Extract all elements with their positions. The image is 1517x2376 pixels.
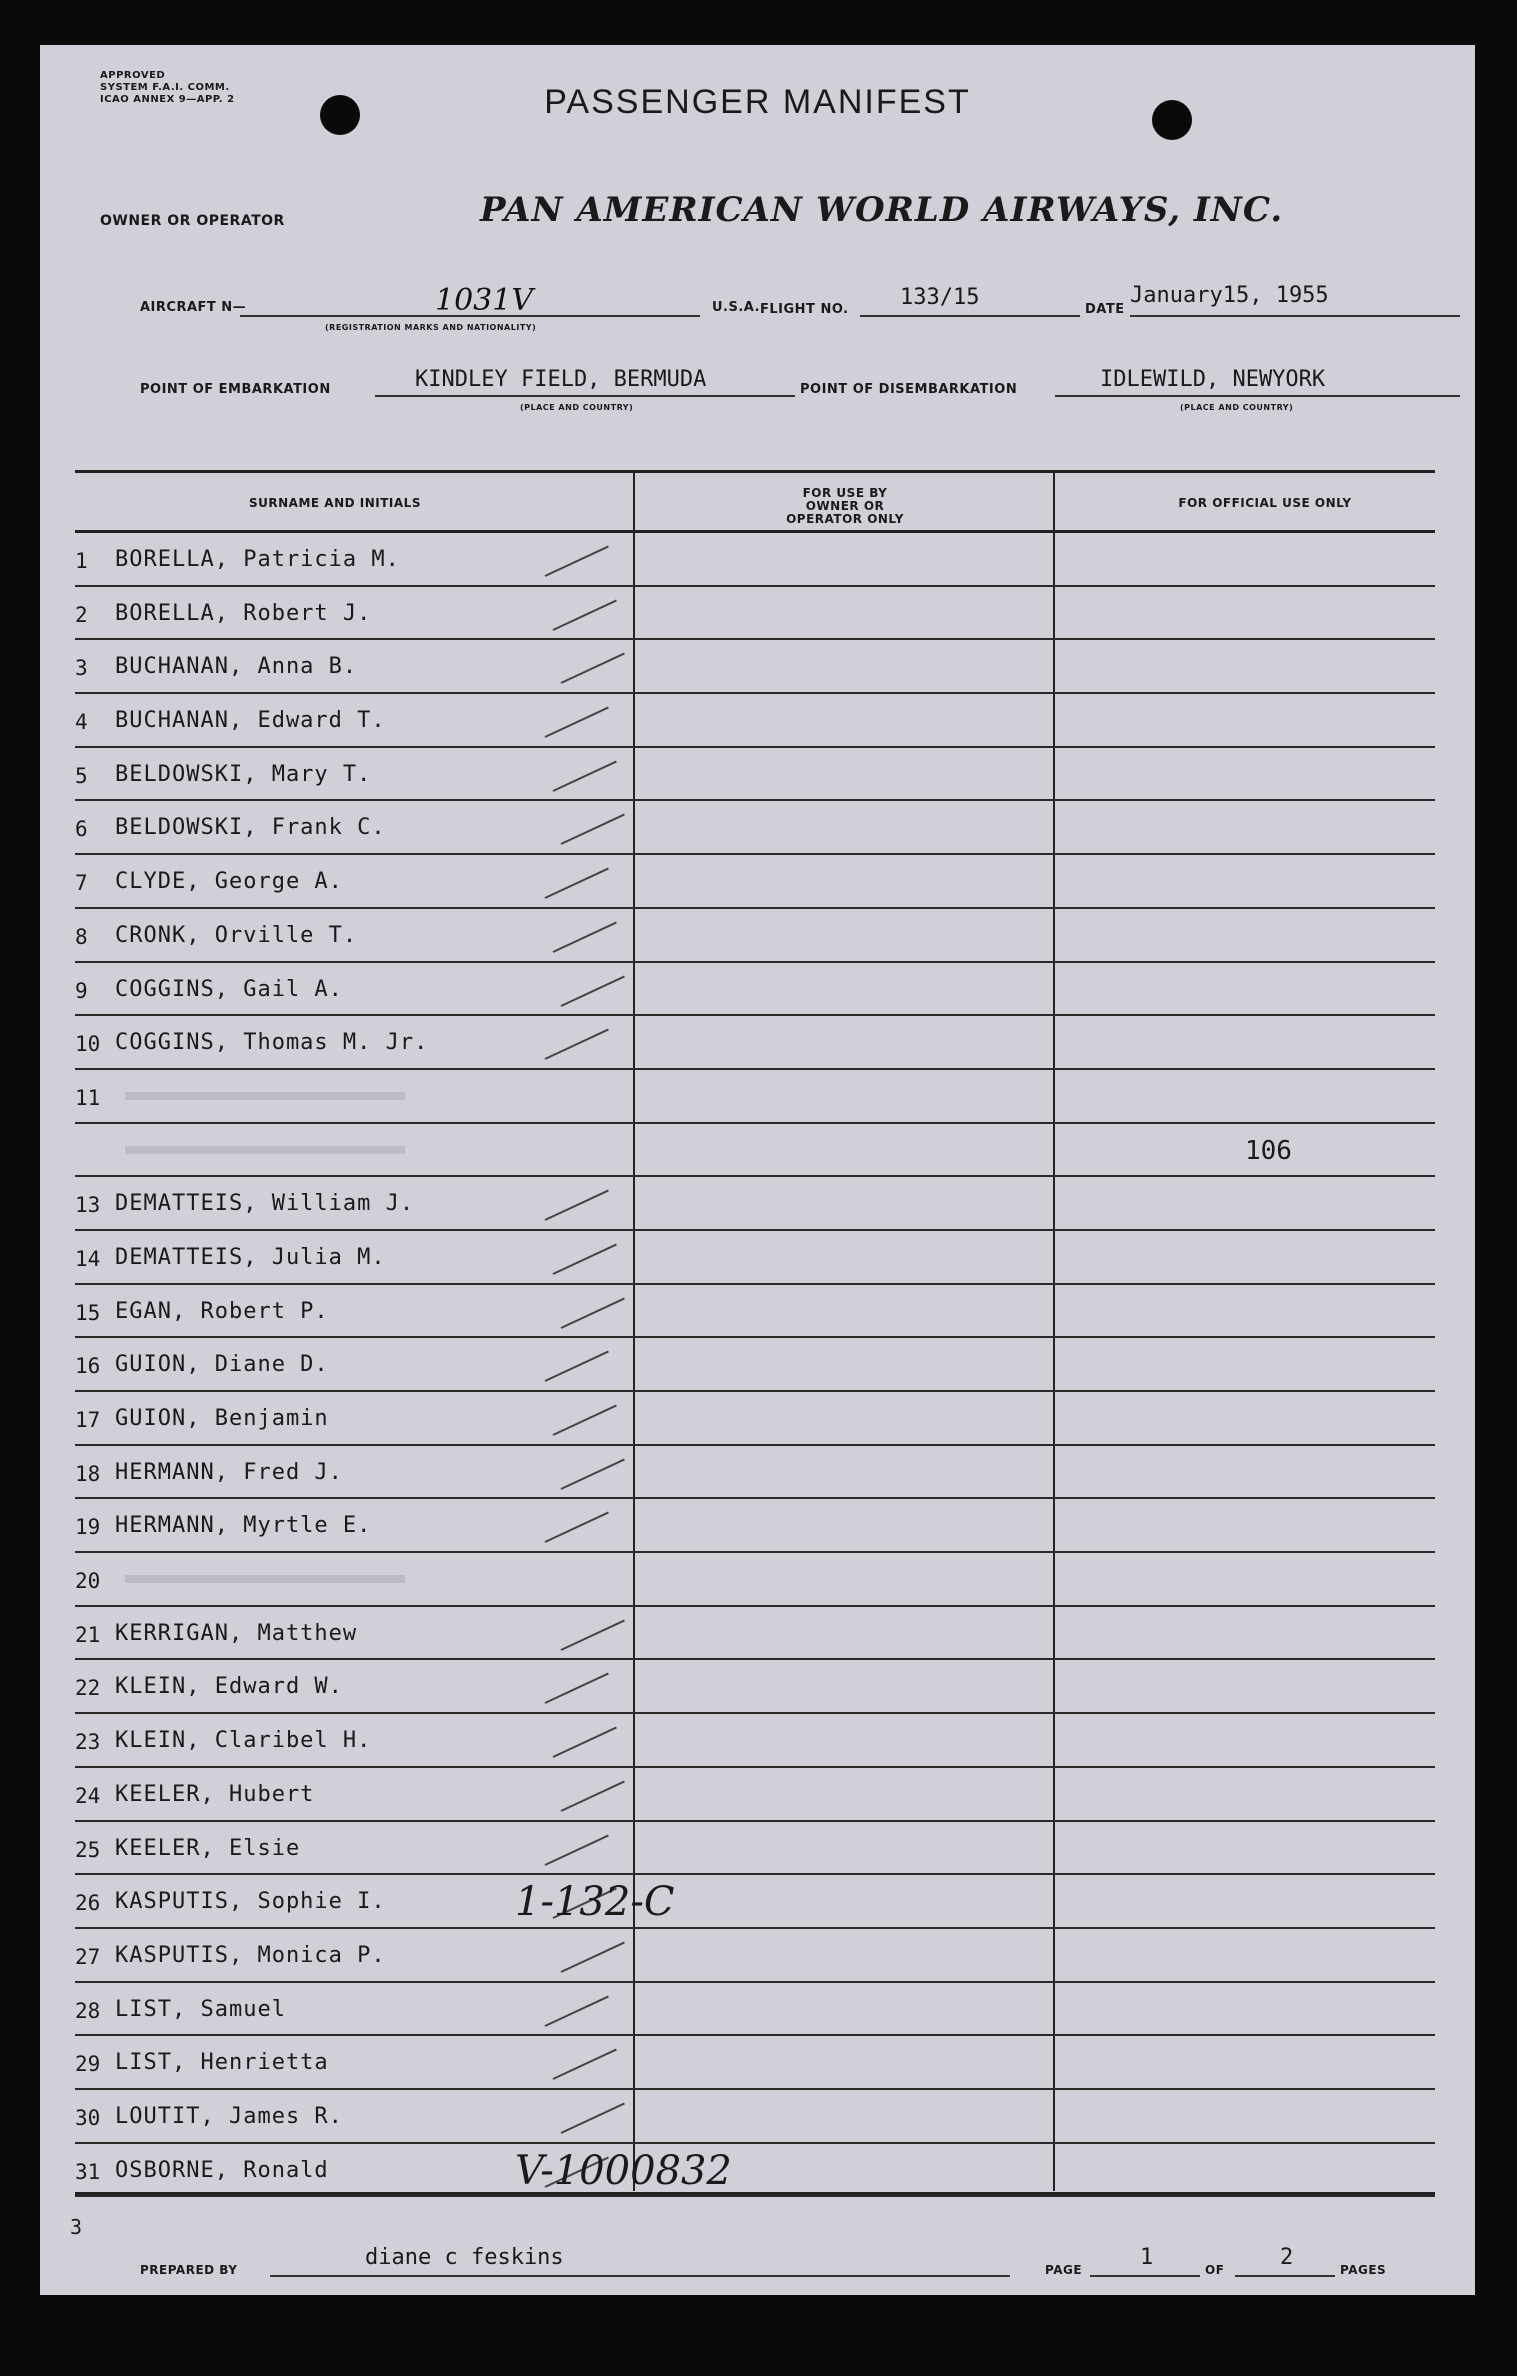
check-mark-icon xyxy=(545,707,609,738)
table-row xyxy=(75,640,1435,694)
check-mark-icon xyxy=(561,975,625,1006)
table-row xyxy=(75,801,1435,855)
approval-line: APPROVED xyxy=(100,70,166,81)
row-number: 28 xyxy=(75,1998,101,2023)
table-row xyxy=(75,748,1435,802)
page-underline xyxy=(1090,2275,1200,2277)
table-row xyxy=(75,855,1435,909)
aircraft-value: 1031V xyxy=(435,283,534,318)
disembarkation-label: POINT OF DISEMBARKATION xyxy=(800,382,1018,397)
passenger-name: DEMATTEIS, Julia M. xyxy=(115,1244,386,1270)
row-number: 25 xyxy=(75,1837,101,1862)
passenger-name: KASPUTIS, Sophie I. xyxy=(115,1889,386,1915)
handwritten-note: V-1000832 xyxy=(515,2147,732,2194)
embarkation-label: POINT OF EMBARKATION xyxy=(140,382,331,397)
row-number: 9 xyxy=(75,978,88,1003)
column-header-owner: FOR USE BY OWNER OR OPERATOR ONLY xyxy=(786,486,904,526)
passenger-name: BORELLA, Robert J. xyxy=(115,600,372,626)
table-row xyxy=(75,1607,1435,1661)
approval-line: ICAO ANNEX 9—APP. 2 xyxy=(100,94,235,105)
passenger-rows xyxy=(75,533,1435,2197)
check-mark-icon xyxy=(553,2049,617,2080)
table-row xyxy=(75,1392,1435,1446)
date-label: DATE xyxy=(1085,302,1125,317)
row-number: 6 xyxy=(75,817,88,842)
flight-value: 133/15 xyxy=(900,285,980,310)
check-mark-icon xyxy=(545,1351,609,1382)
check-mark-icon xyxy=(553,1405,617,1436)
passenger-name: KLEIN, Edward W. xyxy=(115,1674,343,1700)
check-mark-icon xyxy=(553,1727,617,1758)
operator-name: PAN AMERICAN WORLD AIRWAYS, INC. xyxy=(480,190,1284,230)
table-row xyxy=(75,1875,1435,1929)
table-row xyxy=(75,1499,1435,1553)
check-mark-icon xyxy=(545,868,609,899)
disembarkation-sublabel: (PLACE AND COUNTRY) xyxy=(1180,403,1294,412)
table-row xyxy=(75,1929,1435,1983)
page-label: PAGE xyxy=(1045,2263,1083,2277)
check-mark-icon xyxy=(561,814,625,845)
table-row xyxy=(75,963,1435,1017)
table-row xyxy=(75,1124,1435,1178)
passenger-name: OSBORNE, Ronald xyxy=(115,2157,329,2183)
check-mark-icon xyxy=(545,1995,609,2026)
pages-value: 2 xyxy=(1280,2245,1294,2270)
table-row xyxy=(75,1231,1435,1285)
table-row xyxy=(75,1338,1435,1392)
check-mark-icon xyxy=(561,1619,625,1650)
table-row xyxy=(75,1070,1435,1124)
table-row xyxy=(75,2036,1435,2090)
passenger-name: CLYDE, George A. xyxy=(115,869,343,895)
passenger-name: GUION, Benjamin xyxy=(115,1406,329,1431)
usa-label: U.S.A. xyxy=(712,300,761,315)
redaction-smudge xyxy=(125,1146,405,1154)
pages-label: PAGES xyxy=(1340,2263,1387,2277)
table-row xyxy=(75,1822,1435,1876)
passenger-name: KLEIN, Claribel H. xyxy=(115,1728,372,1754)
check-mark-icon xyxy=(561,653,625,684)
table-row xyxy=(75,1768,1435,1822)
row-number: 8 xyxy=(75,924,88,949)
manifest-sheet xyxy=(40,45,1475,2295)
passenger-name: LIST, Samuel xyxy=(115,1996,286,2022)
prepared-by-value: diane c feskins xyxy=(365,2245,564,2270)
disembarkation-value: IDLEWILD, NEWYORK xyxy=(1100,367,1326,392)
table-row xyxy=(75,2090,1435,2144)
passenger-name: BORELLA, Patricia M. xyxy=(115,547,400,572)
passenger-name: COGGINS, Gail A. xyxy=(115,976,343,1002)
passenger-name: KEELER, Elsie xyxy=(115,1835,301,1861)
table-row xyxy=(75,1660,1435,1714)
table-row xyxy=(75,1446,1435,1500)
passenger-name: COGGINS, Thomas M. Jr. xyxy=(115,1030,429,1056)
handwritten-note: 1-132-C xyxy=(515,1879,675,1926)
passenger-name: KEELER, Hubert xyxy=(115,1781,315,1807)
table-row xyxy=(75,2144,1435,2198)
check-mark-icon xyxy=(553,599,617,630)
table-row xyxy=(75,1983,1435,2037)
column-header-official: FOR OFFICIAL USE ONLY xyxy=(1178,496,1352,510)
check-mark-icon xyxy=(561,1780,625,1811)
flight-label: FLIGHT NO. xyxy=(760,302,849,317)
date-underline xyxy=(1130,315,1460,317)
row-number: 13 xyxy=(75,1193,101,1218)
passenger-name: LIST, Henrietta xyxy=(115,2050,329,2076)
row-number: 16 xyxy=(75,1354,101,1379)
table-header xyxy=(75,475,1435,533)
check-mark-icon xyxy=(545,1673,609,1704)
passenger-name: KASPUTIS, Monica P. xyxy=(115,1942,386,1968)
table-row xyxy=(75,909,1435,963)
passenger-name: BELDOWSKI, Mary T. xyxy=(115,761,372,787)
row-number: 29 xyxy=(75,2052,101,2077)
row-number: 22 xyxy=(75,1676,101,1701)
row-number: 17 xyxy=(75,1408,101,1432)
passenger-name: GUION, Diane D. xyxy=(115,1352,329,1378)
passenger-name: BUCHANAN, Edward T. xyxy=(115,708,386,734)
flight-underline xyxy=(860,315,1080,317)
redaction-smudge xyxy=(125,1092,405,1100)
owner-label: OWNER OR OPERATOR xyxy=(100,213,285,229)
check-mark-icon xyxy=(553,921,617,952)
passenger-name: CRONK, Orville T. xyxy=(115,922,358,948)
check-mark-icon xyxy=(561,2102,625,2133)
row-number: 18 xyxy=(75,1461,101,1486)
passenger-name: BUCHANAN, Anna B. xyxy=(115,654,358,680)
passenger-count: 3 xyxy=(70,2215,83,2239)
row-number: 27 xyxy=(75,1944,101,1969)
table-row xyxy=(75,1177,1435,1231)
aircraft-label: AIRCRAFT N— xyxy=(140,300,247,315)
check-mark-icon xyxy=(553,760,617,791)
of-label: OF xyxy=(1205,2263,1225,2277)
disembarkation-underline xyxy=(1055,395,1460,397)
passenger-name: EGAN, Robert P. xyxy=(115,1298,329,1324)
passenger-table xyxy=(75,475,1435,2197)
row-number: 23 xyxy=(75,1730,101,1755)
header-rule xyxy=(75,470,1435,473)
approval-line: SYSTEM F.A.I. COMM. xyxy=(100,82,230,93)
page-title: PASSENGER MANIFEST xyxy=(544,83,971,121)
footer-rule xyxy=(75,2192,1435,2195)
row-number: 10 xyxy=(75,1032,101,1057)
row-number: 4 xyxy=(75,710,88,735)
table-row xyxy=(75,1285,1435,1339)
of-underline xyxy=(1235,2275,1335,2277)
table-row xyxy=(75,1016,1435,1070)
embarkation-value: KINDLEY FIELD, BERMUDA xyxy=(415,367,707,392)
row-number: 19 xyxy=(75,1515,101,1540)
check-mark-icon xyxy=(561,1941,625,1972)
passenger-name: HERMANN, Fred J. xyxy=(115,1459,343,1485)
check-mark-icon xyxy=(545,1029,609,1060)
passenger-name: KERRIGAN, Matthew xyxy=(115,1620,358,1646)
table-row xyxy=(75,694,1435,748)
row-number: 26 xyxy=(75,1891,101,1916)
row-number: 1 xyxy=(75,549,88,573)
table-row xyxy=(75,587,1435,641)
table-row xyxy=(75,1553,1435,1607)
date-value: January15, 1955 xyxy=(1130,283,1329,308)
check-mark-icon xyxy=(553,1243,617,1274)
page-value: 1 xyxy=(1140,2245,1154,2270)
check-mark-icon xyxy=(545,1512,609,1543)
official-use-value: 106 xyxy=(1245,1135,1292,1166)
passenger-name: DEMATTEIS, William J. xyxy=(115,1191,415,1217)
aircraft-sublabel: (REGISTRATION MARKS AND NATIONALITY) xyxy=(325,323,537,332)
row-number: 15 xyxy=(75,1300,101,1325)
prepared-by-label: PREPARED BY xyxy=(140,2263,238,2277)
row-number: 11 xyxy=(75,1085,101,1110)
row-number: 21 xyxy=(75,1622,101,1647)
check-mark-icon xyxy=(561,1297,625,1328)
table-row xyxy=(75,1714,1435,1768)
row-number: 3 xyxy=(75,656,88,681)
passenger-name: HERMANN, Myrtle E. xyxy=(115,1513,372,1539)
table-row xyxy=(75,533,1435,587)
row-number: 14 xyxy=(75,1246,101,1271)
prepared-by-underline xyxy=(270,2275,1010,2277)
embarkation-underline xyxy=(375,395,795,397)
row-number: 31 xyxy=(75,2159,101,2184)
row-number: 24 xyxy=(75,1783,101,1808)
column-header-surname: SURNAME AND INITIALS xyxy=(249,496,421,510)
redaction-smudge xyxy=(125,1575,405,1583)
check-mark-icon xyxy=(561,1458,625,1489)
check-mark-icon xyxy=(545,1190,609,1221)
row-number: 5 xyxy=(75,763,88,788)
row-number: 2 xyxy=(75,602,88,627)
check-mark-icon xyxy=(545,1834,609,1865)
passenger-name: BELDOWSKI, Frank C. xyxy=(115,815,386,841)
embarkation-sublabel: (PLACE AND COUNTRY) xyxy=(520,403,634,412)
row-number: 20 xyxy=(75,1569,101,1594)
passenger-name: LOUTIT, James R. xyxy=(115,2103,343,2129)
row-number: 7 xyxy=(75,871,88,896)
row-number: 30 xyxy=(75,2105,101,2130)
check-mark-icon xyxy=(545,546,609,577)
